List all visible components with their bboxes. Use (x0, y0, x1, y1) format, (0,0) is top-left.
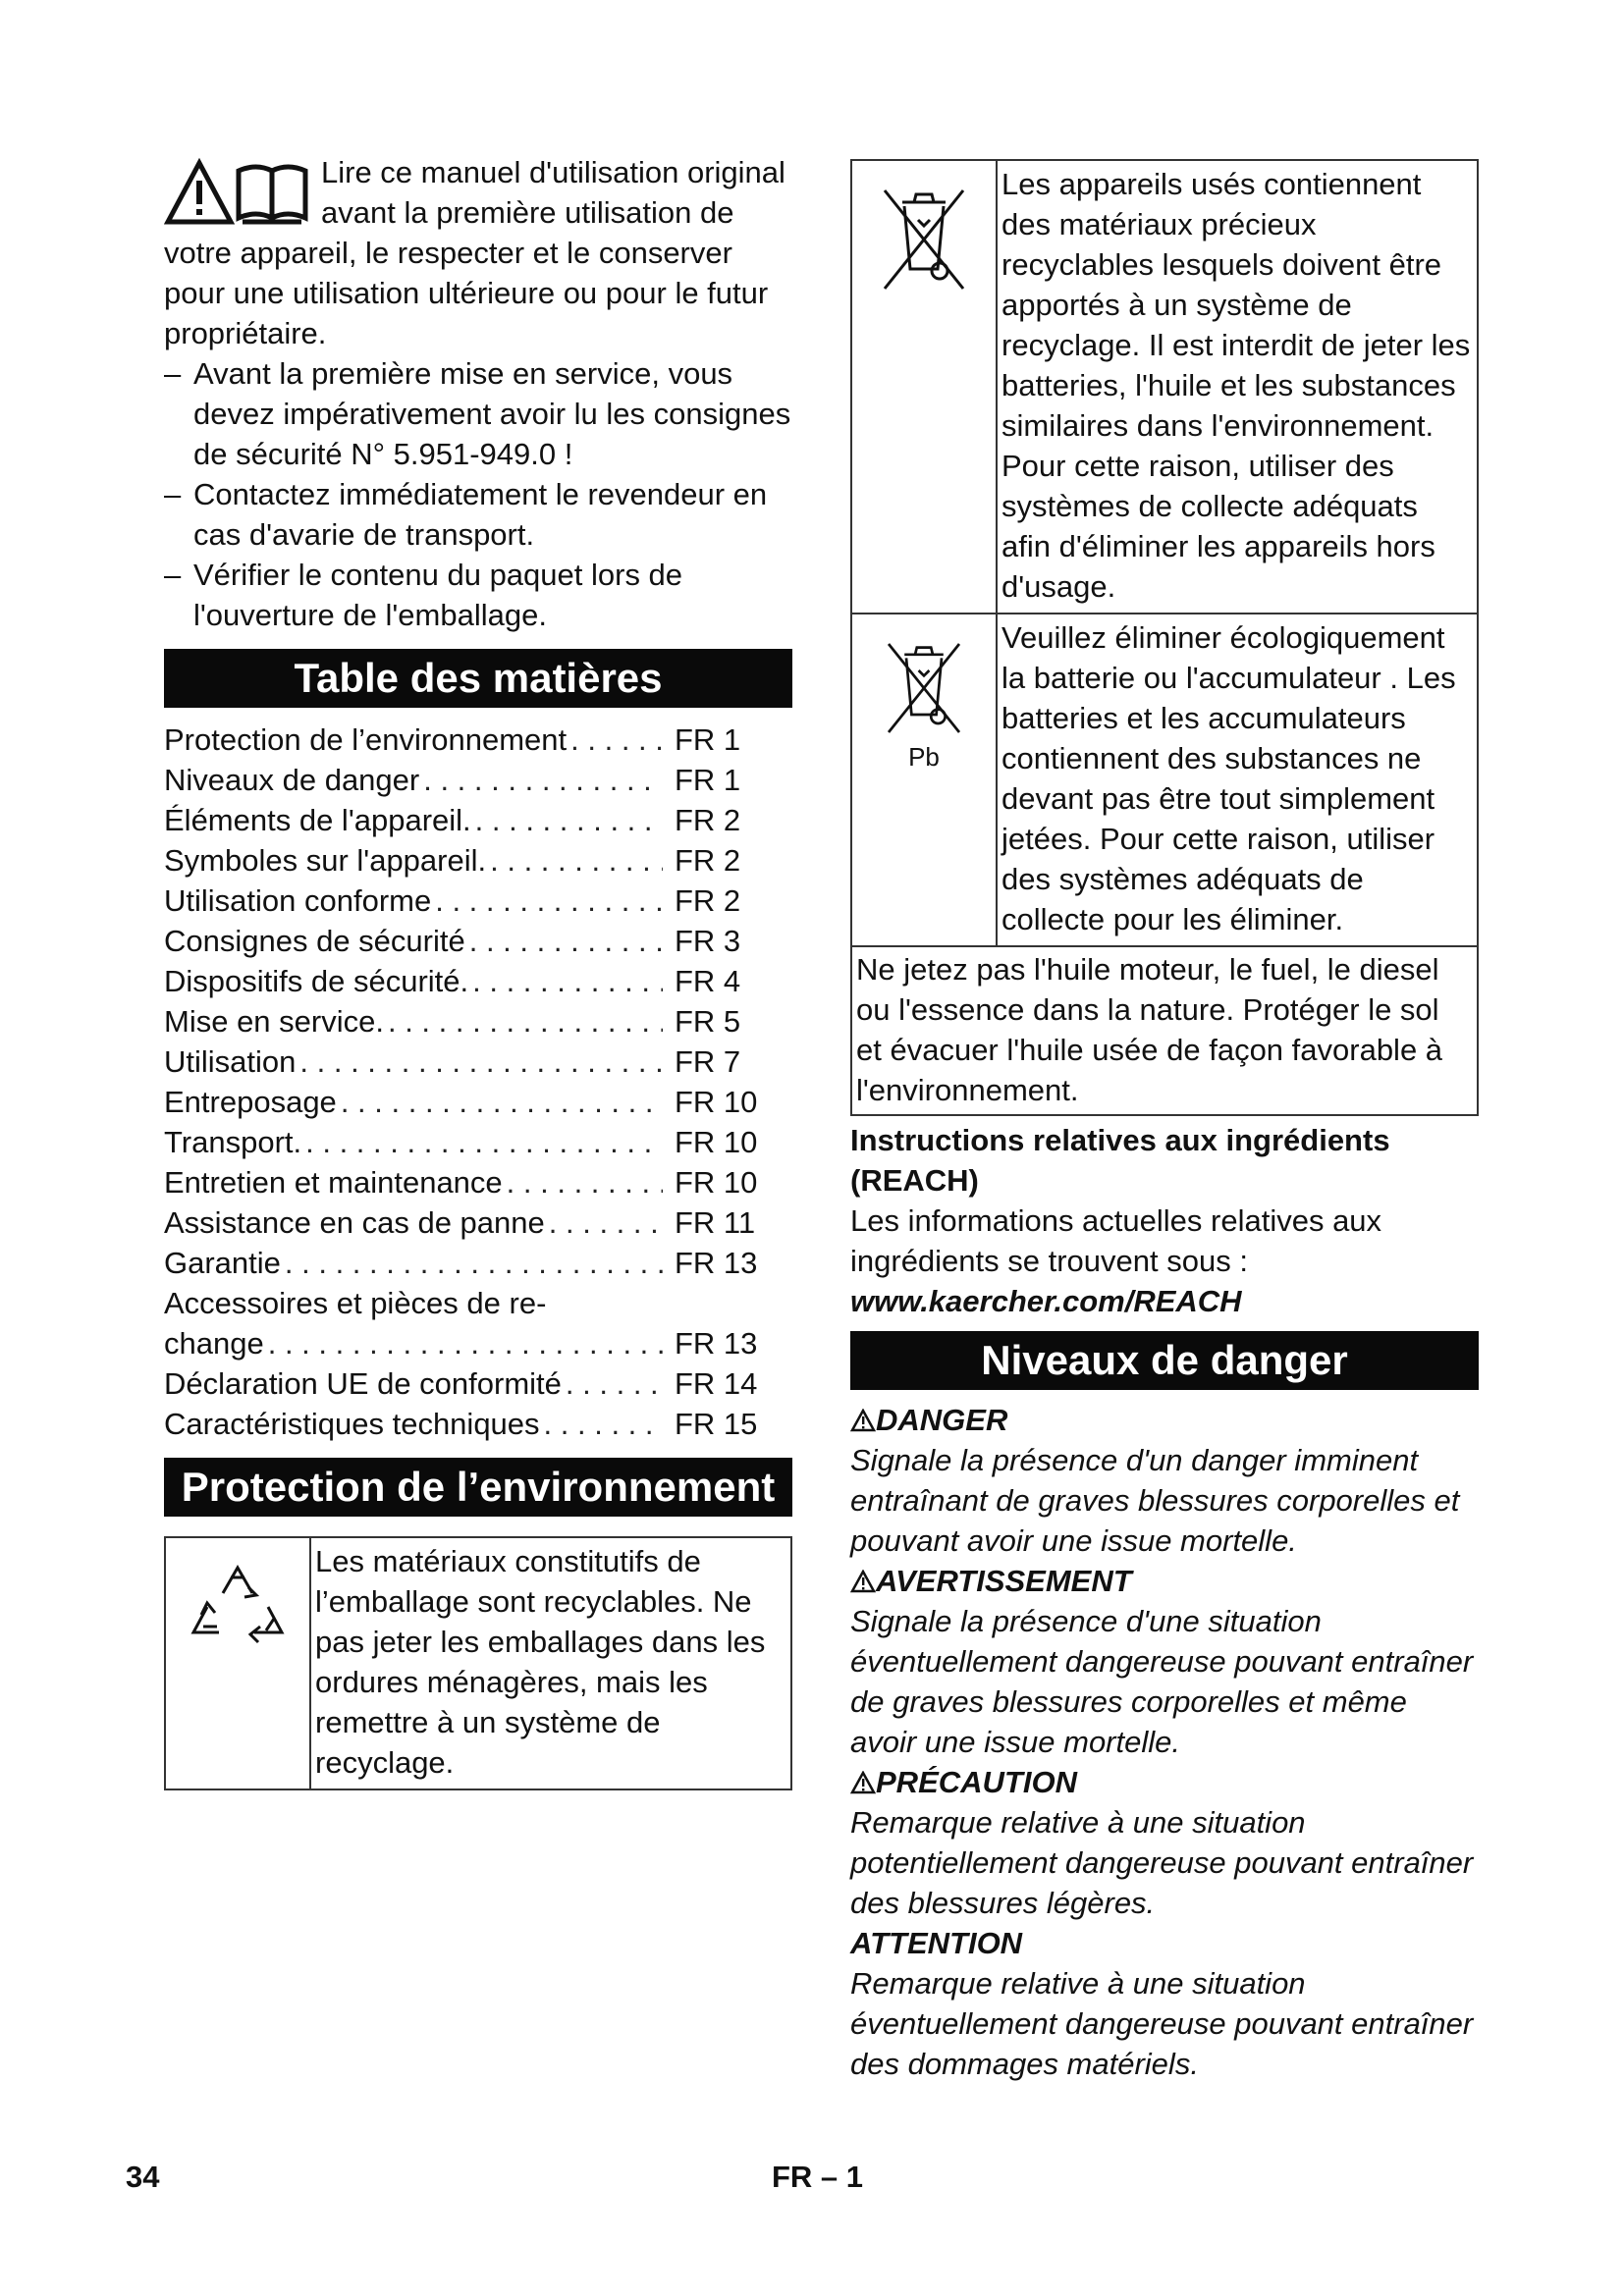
oil-box (850, 947, 1479, 1116)
toc-row[interactable]: Caractéristiques techniques . . . FR 15 (164, 1404, 792, 1444)
toc-title: Table des matières (164, 649, 792, 708)
toc-row[interactable]: Protection de l’environnement . . . FR 1 (164, 720, 792, 760)
reach-text: Les informations actuelles relatives aux ingrédients se trouvent sous : (850, 1203, 1382, 1278)
toc-row[interactable]: Utilisation conforme . . . FR 2 (164, 881, 792, 921)
danger-level-heading: ATTENTION (850, 1926, 1023, 1960)
toc-row[interactable]: Niveaux de danger . . . FR 1 (164, 760, 792, 800)
table-of-contents (164, 720, 792, 1444)
packaging-text: Les matériaux constitutifs de l’emballage sont recyclables. Ne pas jeter les emballages dans les ordures ménagères, mais les remettre à un système de recyclage. (315, 1544, 766, 1780)
danger-level-heading: AVERTISSEMENT (850, 1561, 1479, 1601)
warning-triangle-icon (850, 1570, 876, 1593)
page-number: 34 (126, 2160, 160, 2194)
env-title: Protection de l’environnement (164, 1458, 792, 1517)
intro-section (164, 152, 792, 635)
toc-row[interactable]: Déclaration UE de conformité . . . FR 14 (164, 1363, 792, 1404)
devices-text: Les appareils usés contiennent des matériaux précieux recyclables lesquels doivent être apportés à un système de recyclage. Il est interdit de jeter les batteries, l'huile et les substances similaires dans l'environnement. Pour cette raison, utiliser des systèmes de collecte adéquats afin d'éliminer les appareils hors d'usage. (1001, 167, 1471, 604)
toc-row[interactable]: Assistance en cas de panne . . . FR 11 (164, 1202, 792, 1243)
right-column (850, 159, 1479, 2084)
danger-level-heading: PRÉCAUTION (850, 1762, 1479, 1802)
danger-level-text: Remarque relative à une situation éventuellement dangereuse pouvant entraîner des dommages matériels. (850, 1966, 1474, 2081)
intro-bullet: – Contactez immédiatement le revendeur en cas d'avarie de transport. (164, 477, 768, 552)
danger-level-text: Signale la présence d'une situation éventuellement dangereuse pouvant entraîner de graves blessures corporelles et même avoir une issue mortelle. (850, 1604, 1474, 1759)
toc-row[interactable]: Dispositifs de sécurité. . . . FR 4 (164, 961, 792, 1001)
toc-row[interactable]: Transport. . . . FR 10 (164, 1122, 792, 1162)
bin-icon-cell (852, 161, 998, 613)
batteries-box (850, 614, 1479, 947)
toc-row[interactable]: Mise en service. . . . FR 5 (164, 1001, 792, 1041)
lang-page-label: FR – 1 (772, 2160, 864, 2194)
warning-manual-icon (164, 157, 309, 226)
devices-box (850, 159, 1479, 614)
toc-row[interactable]: Entreposage . . . FR 10 (164, 1082, 792, 1122)
toc-row[interactable]: Utilisation . . . FR 7 (164, 1041, 792, 1082)
toc-row[interactable]: Symboles sur l'appareil. . . . FR 2 (164, 840, 792, 881)
toc-row[interactable]: Entretien et maintenance . . . FR 10 (164, 1162, 792, 1202)
oil-text: Ne jetez pas l'huile moteur, le fuel, le diesel ou l'essence dans la nature. Protéger le sol et évacuer l'huile usée de façon favorable à l'environnement. (856, 952, 1443, 1107)
crossed-battery-bin-icon (880, 634, 968, 742)
danger-levels (850, 1400, 1479, 2084)
toc-row[interactable]: Garantie . . . FR 13 (164, 1243, 792, 1283)
left-column (164, 152, 792, 1790)
danger-level-heading: DANGER (850, 1400, 1479, 1440)
danger-level-text: Remarque relative à une situation potentiellement dangereuse pouvant entraîner des blessures légères. (850, 1805, 1474, 1920)
intro-text: Lire ce manuel d'utilisation original avant la première utilisation de votre appareil, le respecter et le conserver pour une utilisation ultérieure ou pour le futur propriétaire. (164, 155, 785, 350)
toc-row[interactable]: Consignes de sécurité . . . FR 3 (164, 921, 792, 961)
toc-row[interactable]: change . . . FR 13 (164, 1323, 792, 1363)
batteries-text: Veuillez éliminer écologiquement la batterie ou l'accumulateur . Les batteries et les accumulateurs contiennent des substances ne devant pas être tout simplement jetées. Pour cette raison, utiliser des systèmes adéquats de collecte pour les éliminer. (1001, 620, 1456, 936)
toc-row[interactable]: Accessoires et pièces de re- (164, 1286, 547, 1320)
packaging-box (164, 1536, 792, 1790)
crossed-bin-icon (875, 181, 973, 298)
warning-triangle-icon (850, 1409, 876, 1432)
reach-link[interactable]: www.kaercher.com/REACH (850, 1284, 1242, 1318)
intro-bullet: – Avant la première mise en service, vous devez impérativement avoir lu les consignes de sécurité N° 5.951-949.0 ! (164, 356, 791, 471)
warning-triangle-icon (850, 1771, 876, 1794)
intro-bullet: – Vérifier le contenu du paquet lors de l'ouverture de l'emballage. (164, 558, 683, 632)
pb-label: Pb (908, 742, 940, 772)
recycle-icon (184, 1558, 292, 1656)
danger-level-text: Signale la présence d'un danger imminent entraînant de graves blessures corporelles et pouvant avoir une issue mortelle. (850, 1443, 1460, 1558)
danger-title: Niveaux de danger (850, 1331, 1479, 1390)
recycle-icon-cell (166, 1538, 311, 1789)
reach-heading: Instructions relatives aux ingrédients (REACH) (850, 1123, 1390, 1198)
toc-row[interactable]: Éléments de l'appareil. . . . FR 2 (164, 800, 792, 840)
battery-bin-icon-cell (852, 614, 998, 945)
